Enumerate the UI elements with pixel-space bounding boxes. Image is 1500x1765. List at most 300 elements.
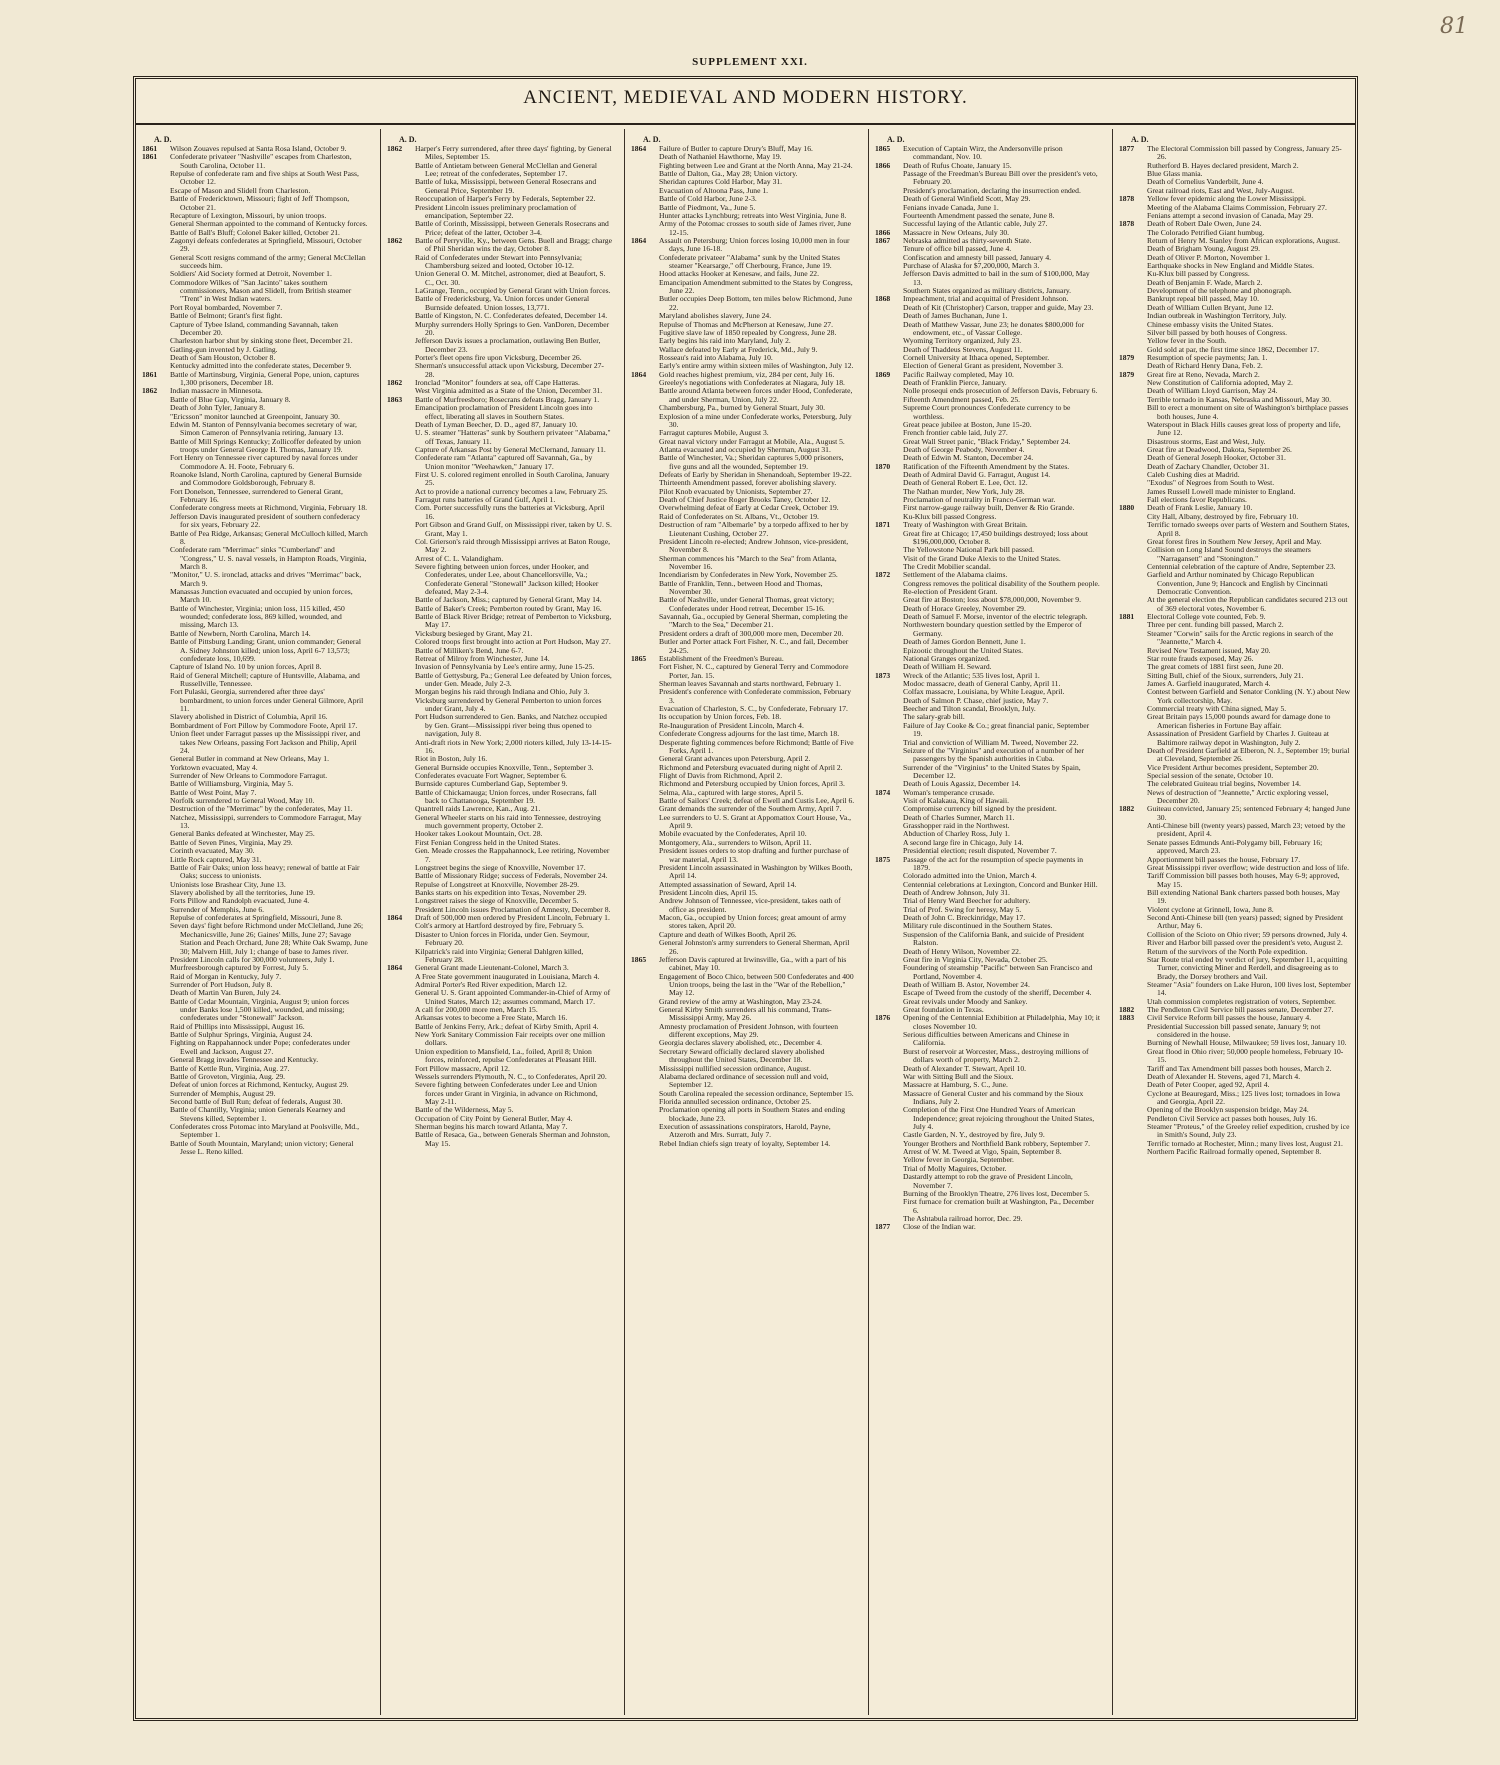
entry-text: Massacre at Hamburg, S. C., June. bbox=[903, 1080, 1008, 1090]
entry-year bbox=[875, 1165, 903, 1173]
entry-text: Slavery abolished by all the territories, June 19. bbox=[170, 887, 315, 897]
entry-text: Tariff Commission bill passes both houses, May 6-9; approved, May 15. bbox=[1147, 871, 1340, 889]
entry-year bbox=[142, 730, 170, 755]
entry-year bbox=[875, 822, 903, 830]
entry-text: Death of Nathaniel Hawthorne, May 19. bbox=[659, 152, 782, 162]
entry-year bbox=[631, 220, 659, 237]
history-entry bbox=[1119, 981, 1351, 998]
entry-text: Death of Charles Sumner, March 11. bbox=[903, 812, 1015, 822]
entry-text: Death of General Joseph Hooker, October 31. bbox=[1147, 453, 1286, 463]
entry-text: Battle of Jenkins Ferry, Ark.; defeat of Kirby Smith, April 4. bbox=[415, 1021, 599, 1031]
entry-text: Battle of Pittsburg Landing; Grant, union commander; General A. Sidney Johnston killed; union loss, April 6-7 13,573; confederate loss, 10,699. bbox=[170, 637, 361, 663]
history-entry bbox=[142, 170, 368, 187]
entry-year bbox=[142, 504, 170, 512]
entry-year bbox=[875, 948, 903, 956]
entry-year bbox=[387, 596, 415, 604]
entry-year: 1870 bbox=[875, 461, 891, 471]
entry-year bbox=[142, 864, 170, 881]
entry-text: Death of Brigham Young, August 29. bbox=[1147, 244, 1261, 254]
history-entry bbox=[387, 321, 612, 338]
entry-text: Battle of Mill Springs Kentucky; Zollicoffer defeated by union troops under General George H. Thomas, January 19. bbox=[170, 436, 361, 454]
history-entry bbox=[387, 672, 612, 689]
entry-year bbox=[875, 680, 903, 688]
supplement-heading: SUPPLEMENT XXI. bbox=[692, 56, 808, 68]
entry-year bbox=[875, 1148, 903, 1156]
entry-text: Serious difficulties between Americans and Chinese in California. bbox=[903, 1030, 1070, 1048]
entry-text: Yellow fever epidemic along the Lower Mississippi. bbox=[1147, 194, 1306, 204]
entry-year: 1865 bbox=[631, 653, 647, 663]
history-entry bbox=[875, 145, 1100, 162]
ad-label: A. D. bbox=[399, 135, 417, 144]
entry-text: Battle of Corinth, Mississippi, between Generals Rosecrans and Price; defeat of the latter, October 3-4. bbox=[415, 219, 609, 237]
entry-text: Vicksburg besieged by Grant, May 21. bbox=[415, 628, 533, 638]
entry-year bbox=[387, 605, 415, 613]
history-entry bbox=[387, 814, 612, 831]
entry-text: Election of General Grant as president, November 3. bbox=[903, 361, 1064, 371]
entry-year bbox=[387, 496, 415, 504]
entry-text: Purchase of Alaska for $7,200,000, March 3. bbox=[903, 261, 1040, 271]
entry-text: Mississippi nullified secession ordinance, August. bbox=[659, 1063, 811, 1073]
entry-text: The Pendleton Civil Service bill passes senate, December 27. bbox=[1147, 1005, 1334, 1015]
entry-year bbox=[142, 270, 170, 278]
entry-year: 1883 bbox=[1119, 1013, 1135, 1023]
entry-year bbox=[142, 922, 170, 955]
entry-year bbox=[631, 170, 659, 178]
entry-text: Great fire in Virginia City, Nevada, October 25. bbox=[903, 954, 1048, 964]
history-entry bbox=[631, 663, 856, 680]
entry-text: Porter's fleet opens fire upon Vicksburg, December 26. bbox=[415, 352, 582, 362]
entry-year bbox=[1119, 237, 1147, 245]
history-entry bbox=[387, 613, 612, 630]
entry-year bbox=[875, 245, 903, 253]
entry-year bbox=[1119, 178, 1147, 186]
history-entry bbox=[631, 847, 856, 864]
entry-year bbox=[875, 897, 903, 905]
history-entry bbox=[631, 555, 856, 572]
entry-year bbox=[875, 605, 903, 613]
entry-year bbox=[1119, 170, 1147, 178]
entry-year bbox=[1119, 479, 1147, 487]
history-entry bbox=[387, 145, 612, 162]
entry-year bbox=[387, 688, 415, 696]
history-entry bbox=[142, 571, 368, 588]
entry-text: Revised New Testament issued, May 20. bbox=[1147, 645, 1271, 655]
entry-year bbox=[1119, 204, 1147, 212]
history-entry bbox=[142, 864, 368, 881]
entry-year: 1862 bbox=[387, 235, 403, 245]
entry-year bbox=[387, 881, 415, 889]
entry-year bbox=[631, 889, 659, 897]
entry-year bbox=[1119, 1115, 1147, 1123]
entry-year bbox=[387, 362, 415, 379]
history-entry bbox=[631, 613, 856, 630]
entry-year bbox=[875, 429, 903, 437]
entry-year bbox=[1119, 655, 1147, 663]
history-entry bbox=[142, 605, 368, 630]
entry-year bbox=[875, 530, 903, 547]
entry-year bbox=[142, 814, 170, 831]
entry-text: Repulse of confederates at Springfield, Missouri, June 8. bbox=[170, 913, 343, 923]
entry-year: 1861 bbox=[142, 152, 158, 162]
entry-text: Fourteenth Amendment passed the senate, June 8. bbox=[903, 210, 1055, 220]
entry-year bbox=[631, 429, 659, 437]
entry-text: Return of the survivors of the North Pole expedition. bbox=[1147, 946, 1308, 956]
history-entry bbox=[631, 1140, 856, 1148]
entry-year bbox=[142, 220, 170, 228]
entry-text: Yellow fever in the South. bbox=[1147, 336, 1227, 346]
entry-year bbox=[631, 789, 659, 797]
entry-year bbox=[387, 287, 415, 295]
entry-year bbox=[142, 187, 170, 195]
history-entry bbox=[1119, 1048, 1351, 1065]
entry-year bbox=[1119, 931, 1147, 939]
entry-text: Cyclone at Beauregard, Miss.; 125 lives lost; tornadoes in Iowa and Georgia, April 22. bbox=[1147, 1088, 1340, 1106]
history-entry bbox=[142, 279, 368, 304]
history-entry bbox=[387, 1048, 612, 1065]
entry-year bbox=[142, 881, 170, 889]
entry-year bbox=[387, 471, 415, 488]
entry-year bbox=[142, 713, 170, 721]
entry-year bbox=[142, 396, 170, 404]
entry-text: Battle of Fredericksburg, Va. Union forces under General Burnside defeated. Union losses, 13,771. bbox=[415, 294, 590, 312]
entry-text: Battle of Fair Oaks; union loss heavy; renewal of battle at Fair Oaks; success to unionists. bbox=[170, 862, 360, 881]
entry-text: Zagonyi defeats confederates at Springfield, Missouri, October 29. bbox=[170, 235, 362, 254]
entry-text: Surrender of Port Hudson, July 8. bbox=[170, 979, 273, 989]
entry-text: Caleb Cushing dies at Madrid. bbox=[1147, 470, 1240, 480]
entry-year bbox=[631, 312, 659, 320]
entry-text: Death of General Winfield Scott, May 29. bbox=[903, 194, 1031, 204]
entry-text: Confederate ram "Merrimac" sinks "Cumberland" and "Congress," U. S. naval vessels, in Hampton Roads, Virginia, March 8. bbox=[170, 545, 367, 571]
entry-year bbox=[387, 220, 415, 237]
entry-year bbox=[1119, 780, 1147, 788]
entry-year bbox=[387, 1123, 415, 1131]
entry-year bbox=[1119, 270, 1147, 278]
entry-year bbox=[387, 780, 415, 788]
history-entry bbox=[1119, 914, 1351, 931]
entry-year bbox=[631, 772, 659, 780]
entry-text: Death of Benjamin F. Wade, March 2. bbox=[1147, 277, 1263, 287]
entry-year bbox=[142, 304, 170, 312]
entry-year bbox=[631, 814, 659, 831]
entry-text: Battle of Black River Bridge; retreat of Pemberton to Vicksburg, May 17. bbox=[415, 612, 612, 630]
history-entry bbox=[387, 739, 612, 756]
history-entry bbox=[875, 404, 1100, 421]
entry-year bbox=[1119, 1048, 1147, 1065]
entry-year bbox=[631, 404, 659, 412]
entry-year bbox=[387, 254, 415, 271]
entry-year bbox=[631, 722, 659, 730]
entry-text: Trial of Henry Ward Beecher for adultery. bbox=[903, 896, 1031, 906]
entry-text: Supreme Court pronounces Confederate currency to be worthless. bbox=[903, 403, 1071, 421]
entry-year: 1882 bbox=[1119, 804, 1135, 814]
history-entry bbox=[631, 237, 856, 254]
entry-text: Early's entire army within sixteen miles of Washington, July 12. bbox=[659, 361, 854, 371]
entry-text: Macon, Ga., occupied by Union forces; great amount of army stores taken, April 20. bbox=[659, 913, 847, 931]
entry-year bbox=[142, 471, 170, 488]
entry-text: Battle of Murfreesboro; Rosecrans defeats Bragg, January 1. bbox=[415, 394, 600, 404]
entry-year bbox=[631, 830, 659, 838]
history-entry bbox=[1119, 421, 1351, 438]
entry-text: Colfax massacre, Louisiana, by White League, April. bbox=[903, 687, 1065, 697]
history-entry bbox=[387, 295, 612, 312]
entry-text: President issues orders to stop drafting and further purchase of war material, April 13. bbox=[659, 846, 850, 864]
entry-text: Gold sold at par, the first time since 1862, December 17. bbox=[1147, 344, 1319, 354]
entry-text: Maryland abolishes slavery, June 24. bbox=[659, 311, 772, 321]
entry-year bbox=[875, 1065, 903, 1073]
entry-year bbox=[1119, 1073, 1147, 1081]
entry-year bbox=[631, 321, 659, 329]
entry-text: Civil Service Reform bill passes the house, January 4. bbox=[1147, 1013, 1312, 1023]
entry-year bbox=[631, 354, 659, 362]
history-entry bbox=[1119, 404, 1351, 421]
entry-text: Andrew Johnson of Tennessee, vice-president, takes oath of office as president. bbox=[659, 896, 841, 914]
entry-text: Military rule discontinued in the Southern States. bbox=[903, 921, 1053, 931]
entry-text: Battle of Groveton, Virginia, Aug. 29. bbox=[170, 1071, 286, 1081]
entry-year: 1876 bbox=[875, 1013, 891, 1023]
entry-text: Development of the telephone and phonograph. bbox=[1147, 286, 1292, 296]
entry-year bbox=[875, 195, 903, 203]
entry-year bbox=[142, 638, 170, 663]
entry-year bbox=[142, 956, 170, 964]
entry-text: Desperate fighting commences before Richmond; Battle of Five Forks, April 1. bbox=[659, 737, 854, 755]
entry-year bbox=[631, 1048, 659, 1065]
entry-year bbox=[387, 337, 415, 354]
entry-text: Fall elections favor Republicans. bbox=[1147, 495, 1247, 505]
entry-year bbox=[631, 580, 659, 597]
entry-year: 1878 bbox=[1119, 194, 1135, 204]
ad-label: A. D. bbox=[154, 135, 172, 144]
entry-text: Treaty of Washington with Great Britain. bbox=[903, 520, 1028, 530]
entry-year bbox=[631, 613, 659, 630]
entry-year bbox=[142, 421, 170, 438]
entry-text: General Butler in command at New Orleans, May 1. bbox=[170, 754, 329, 764]
entry-text: Capture of Arkansas Post by General McClernand, January 11. bbox=[415, 444, 606, 454]
entry-text: Greeley's negotiations with Confederates at Niagara, July 18. bbox=[659, 378, 845, 388]
entry-text: Northwestern boundary question settled by the Emperor of Germany. bbox=[903, 620, 1082, 638]
entry-text: General Grant made Lieutenant-Colonel, March 3. bbox=[415, 963, 569, 973]
entry-text: Battle of Winchester, Virginia; union loss, 115 killed, 450 wounded; confederate loss, 869 killed, wounded, and missing, March 13. bbox=[170, 603, 345, 630]
entry-text: Battle of South Mountain, Maryland; union victory; General Jesse L. Reno killed. bbox=[170, 1138, 354, 1157]
entry-year bbox=[631, 973, 659, 998]
entry-year bbox=[1119, 939, 1147, 947]
entry-year bbox=[142, 170, 170, 187]
entry-text: Battle of Kettle Run, Virginia, Aug. 27. bbox=[170, 1063, 290, 1073]
history-entry bbox=[142, 814, 368, 831]
entry-year bbox=[142, 914, 170, 922]
entry-text: Battle of Ball's Bluff; Colonel Baker killed, October 21. bbox=[170, 227, 340, 237]
entry-year bbox=[387, 521, 415, 538]
entry-text: The Ashtabula railroad horror, Dec. 29. bbox=[903, 1214, 1023, 1223]
entry-year bbox=[142, 413, 170, 421]
history-entry bbox=[875, 931, 1100, 948]
history-entry bbox=[1119, 1123, 1351, 1140]
history-entry bbox=[631, 1006, 856, 1023]
entry-text: General Johnston's army surrenders to General Sherman, April 26. bbox=[659, 938, 850, 956]
entry-text: Battle of Missionary Ridge; success of Federals, November 24. bbox=[415, 871, 608, 881]
entry-text: Bombardment of Fort Pillow by Commodore Foote, April 17. bbox=[170, 720, 358, 730]
entry-year bbox=[142, 588, 170, 605]
entry-text: Three per cent. funding bill passed, March 2. bbox=[1147, 620, 1284, 630]
entry-year bbox=[875, 722, 903, 739]
entry-year bbox=[875, 1081, 903, 1089]
entry-text: Death of Chief Justice Roger Brooks Taney, October 12. bbox=[659, 495, 831, 505]
entry-text: Death of Admiral David G. Farragut, August 14. bbox=[903, 470, 1051, 480]
entry-year: 1865 bbox=[631, 954, 647, 964]
entry-text: Admiral Porter's Red River expedition, March 12. bbox=[415, 979, 567, 989]
entry-text: Trial and conviction of William M. Tweed, November 22. bbox=[903, 737, 1079, 747]
history-entry bbox=[142, 153, 368, 170]
entry-year bbox=[387, 1131, 415, 1148]
entry-text: Execution of Captain Wirz, the Andersonville prison commandant, Nov. 10. bbox=[903, 144, 1063, 162]
entry-text: Rutherford B. Hayes declared president, March 2. bbox=[1147, 160, 1299, 170]
entry-text: Port Hudson surrendered to Gen. Banks, and Natchez occupied by Gen. Grant—Mississippi river being thus opened to navigation, July 8. bbox=[415, 712, 607, 739]
entry-text: Death of Peter Cooper, aged 92, April 4. bbox=[1147, 1080, 1270, 1090]
entry-text: Wessels surrenders Plymouth, N. C., to Confederates, April 20. bbox=[415, 1071, 607, 1081]
entry-year bbox=[387, 563, 415, 596]
entry-year bbox=[142, 1090, 170, 1098]
entry-year bbox=[387, 764, 415, 772]
entry-year bbox=[387, 839, 415, 847]
entry-text: Indian outbreak in Washington Territory, July. bbox=[1147, 311, 1287, 321]
entry-year bbox=[631, 212, 659, 220]
entry-text: Confederates evacuate Fort Wagner, September 6. bbox=[415, 770, 567, 780]
entry-year bbox=[387, 270, 415, 287]
entry-text: Burning of the Brooklyn Theatre, 276 lives lost, December 5. bbox=[903, 1188, 1090, 1198]
entry-year bbox=[142, 1123, 170, 1140]
entry-year bbox=[1119, 914, 1147, 931]
entry-text: River and Harbor bill passed over the president's veto, August 2. bbox=[1147, 938, 1343, 948]
entry-text: Escape of Tweed from the custody of the sheriff, December 4. bbox=[903, 988, 1092, 998]
entry-text: Battle of Franklin, Tenn., between Hood and Thomas, November 30. bbox=[659, 578, 823, 597]
entry-text: Confederate privateer "Nashville" escapes from Charleston, South Carolina, October 11. bbox=[170, 152, 352, 170]
entry-year bbox=[1119, 1065, 1147, 1073]
entry-year: 1866 bbox=[875, 160, 891, 170]
entry-year bbox=[875, 805, 903, 813]
history-entry bbox=[875, 1173, 1100, 1190]
entry-text: Fighting between Lee and Grant at the North Anna, May 21-24. bbox=[659, 160, 853, 170]
entry-text: Incendiarism by Confederates in New York, November 25. bbox=[659, 570, 838, 580]
entry-text: Re-Inauguration of President Lincoln, March 4. bbox=[659, 720, 804, 730]
entry-year bbox=[142, 688, 170, 713]
history-entry bbox=[142, 454, 368, 471]
entry-text: Yorktown evacuated, May 4. bbox=[170, 762, 258, 772]
entry-year bbox=[875, 713, 903, 721]
entry-text: Vice President Arthur becomes president, September 20. bbox=[1147, 762, 1319, 772]
entry-year bbox=[142, 797, 170, 805]
entry-text: Great revivals under Moody and Sankey. bbox=[903, 996, 1028, 1006]
entry-year bbox=[631, 730, 659, 738]
entry-text: Jefferson Davis captured at Irwinsville, Ga., with a part of his cabinet, May 10. bbox=[659, 954, 847, 973]
entry-text: Raid of General Mitchell; capture of Huntsville, Alabama, and Russellville, Tennessee. bbox=[170, 670, 360, 688]
entry-text: Centennial celebration of the capture of Andre, September 23. bbox=[1147, 561, 1336, 571]
entry-year: 1863 bbox=[387, 394, 403, 404]
entry-text: Fort Fisher, N. C., captured by General Terry and Commodore Porter, Jan. 15. bbox=[659, 662, 849, 680]
entry-year bbox=[631, 446, 659, 454]
entry-year bbox=[142, 973, 170, 981]
history-entry bbox=[387, 521, 612, 538]
entry-text: Re-election of President Grant. bbox=[903, 587, 998, 597]
entry-year bbox=[142, 438, 170, 455]
entry-text: Fighting on Rappahannock under Pope; confederates under Ewell and Jackson, August 27. bbox=[170, 1038, 351, 1056]
history-entry bbox=[387, 713, 612, 738]
history-entry bbox=[631, 538, 856, 555]
entry-text: Blue Glass mania. bbox=[1147, 169, 1203, 179]
entry-text: Castle Garden, N. Y., destroyed by fire, July 9. bbox=[903, 1130, 1045, 1140]
entry-text: Battle of Iuka, Mississippi, between General Rosecrans and General Price, September 19. bbox=[415, 177, 597, 195]
entry-year bbox=[875, 471, 903, 479]
entry-text: Disaster to Union forces in Florida, under Gen. Seymour, February 20. bbox=[415, 929, 590, 948]
entry-year bbox=[387, 739, 415, 756]
entry-year bbox=[875, 998, 903, 1006]
entry-year bbox=[387, 321, 415, 338]
entry-text: Terrific tornado sweeps over parts of Western and Southern States, April 8. bbox=[1147, 520, 1350, 538]
entry-year bbox=[142, 1106, 170, 1123]
history-entry bbox=[387, 471, 612, 488]
entry-text: Arkansas votes to become a Free State, March 16. bbox=[415, 1013, 568, 1023]
entry-year bbox=[875, 881, 903, 889]
entry-text: Occupation of City Point by General Butler, May 4. bbox=[415, 1113, 573, 1123]
history-entry bbox=[631, 279, 856, 296]
entry-text: First U. S. colored regiment enrolled in South Carolina, January 25. bbox=[415, 470, 610, 488]
entry-year bbox=[875, 312, 903, 320]
entry-text: Battle of Sailors' Creek; defeat of Ewell and Custis Lee, April 6. bbox=[659, 796, 855, 806]
entry-text: Rebel Indian chiefs sign treaty of loyalty, September 14. bbox=[659, 1138, 831, 1148]
history-entry bbox=[142, 254, 368, 271]
entry-year bbox=[875, 270, 903, 287]
history-entry bbox=[631, 580, 856, 597]
entry-year bbox=[1119, 312, 1147, 320]
entry-text: Capture of Island No. 10 by union forces, April 8. bbox=[170, 662, 322, 672]
entry-text: Contest between Garfield and Senator Conkling (N. Y.) about New York collectorship, May. bbox=[1147, 687, 1351, 705]
entry-year bbox=[1119, 772, 1147, 780]
entry-text: Port Gibson and Grand Gulf, on Mississippi river, taken by U. S. Grant, May 1. bbox=[415, 520, 612, 538]
entry-year bbox=[875, 212, 903, 220]
history-entry bbox=[1119, 839, 1351, 856]
entry-text: Death of Richard Henry Dana, Feb. 2. bbox=[1147, 361, 1263, 371]
entry-year bbox=[875, 187, 903, 195]
history-entry bbox=[387, 789, 612, 806]
entry-year: 1881 bbox=[1119, 612, 1135, 622]
entry-text: General Banks defeated at Winchester, May 25. bbox=[170, 829, 315, 839]
history-entry bbox=[875, 722, 1100, 739]
entry-year bbox=[1119, 254, 1147, 262]
history-entry bbox=[142, 1123, 368, 1140]
history-entry bbox=[142, 438, 368, 455]
entry-text: Confederate congress meets at Richmond, Virginia, February 18. bbox=[170, 503, 368, 513]
entry-year bbox=[1119, 839, 1147, 856]
entry-year bbox=[1119, 513, 1147, 521]
entry-text: Wyoming Territory organized, July 23. bbox=[903, 336, 1022, 346]
history-entry bbox=[1119, 1090, 1351, 1107]
entry-year bbox=[631, 555, 659, 572]
entry-text: Death of James Gordon Bennett, June 1. bbox=[903, 637, 1026, 647]
entry-year bbox=[387, 630, 415, 638]
entry-text: Burst of reservoir at Worcester, Mass., destroying millions of dollars worth of property, March 2. bbox=[903, 1046, 1089, 1065]
entry-year: 1864 bbox=[631, 144, 647, 153]
entry-text: Passage of the Freedman's Bureau Bill over the president's veto, February 20. bbox=[903, 169, 1098, 187]
entry-text: Great fire at Reno, Nevada, March 2. bbox=[1147, 369, 1260, 379]
entry-year bbox=[875, 170, 903, 187]
entry-year bbox=[142, 605, 170, 630]
history-entry bbox=[631, 1048, 856, 1065]
entry-text: Seizure of the "Virginius" and execution of a number of her passengers by the Spanish authorities in Cuba. bbox=[903, 745, 1085, 764]
entry-year: 1878 bbox=[1119, 219, 1135, 229]
entry-text: Steamer "Asia" founders on Lake Huron, 100 lives lost, September 14. bbox=[1147, 979, 1351, 998]
entry-text: Death of Sam Houston, October 8. bbox=[170, 352, 276, 362]
entry-year bbox=[142, 513, 170, 530]
entry-text: The Credit Mobilier scandal. bbox=[903, 561, 991, 571]
entry-text: Capture and death of Wilkes Booth, April 26. bbox=[659, 929, 797, 939]
